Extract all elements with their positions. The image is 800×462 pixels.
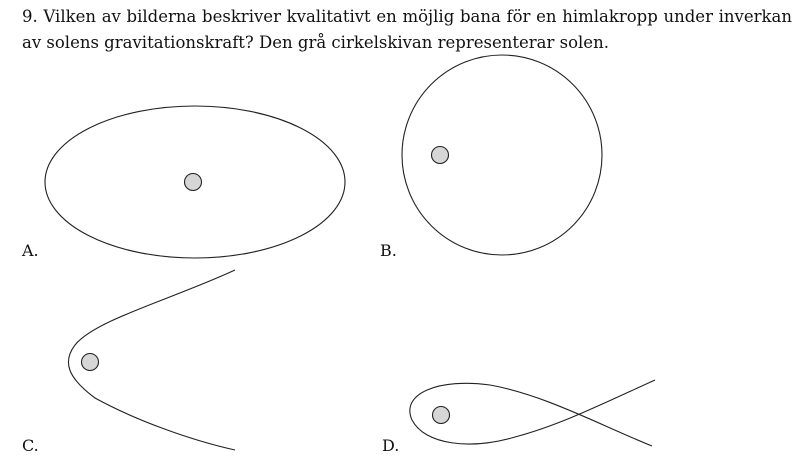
figure-b <box>402 55 602 255</box>
option-c-label: C. <box>22 436 39 455</box>
sun-d <box>433 407 450 424</box>
figure-d <box>410 380 655 446</box>
sun-a <box>185 174 202 191</box>
option-d-label: D. <box>382 436 400 455</box>
question-text: 9. Vilken av bilderna beskriver kvalitativt en möjlig bana för en himlakropp under inverkan av solens gravitationskraft? Den grå cirkelskivan representerar solen. <box>22 7 792 52</box>
figure-c <box>68 270 235 450</box>
sun-b <box>432 147 449 164</box>
sun-c <box>82 354 99 371</box>
option-b-label: B. <box>380 241 397 260</box>
option-a-label: A. <box>22 241 39 260</box>
figure-a <box>45 106 345 258</box>
